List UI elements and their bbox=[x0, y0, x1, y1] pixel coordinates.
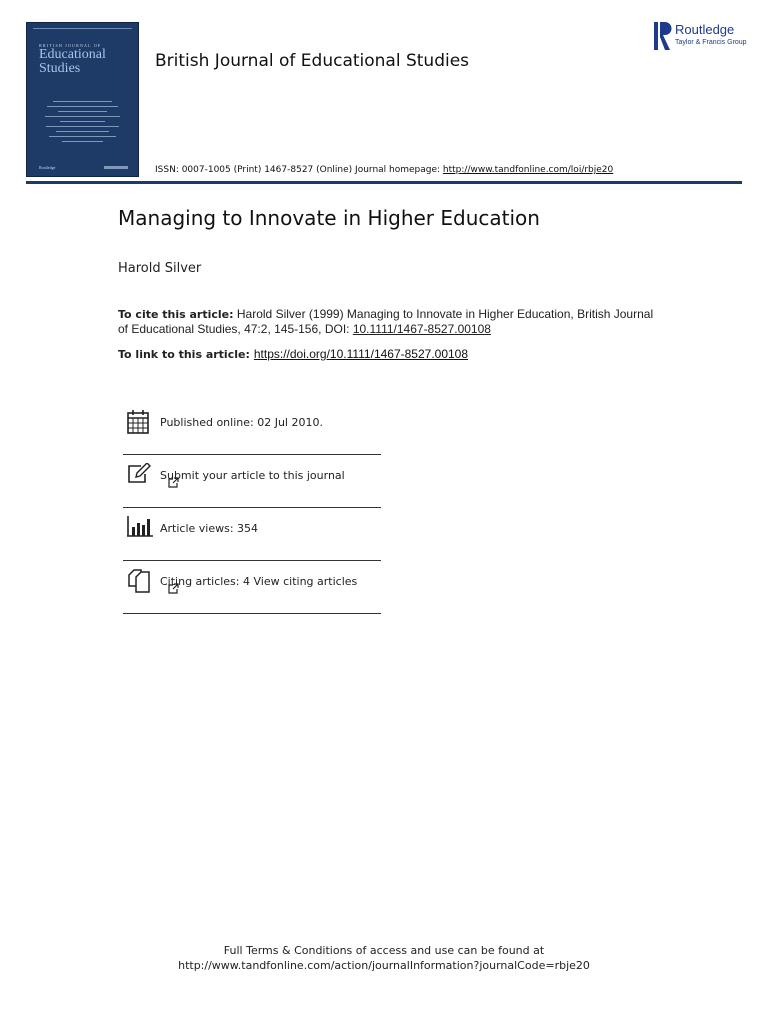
footer-terms-link[interactable]: http://www.tandfonline.com/action/journalInformation?journalCode=rbje20 bbox=[178, 959, 590, 972]
bar-chart-icon bbox=[127, 516, 153, 538]
citing-documents-icon bbox=[127, 569, 151, 593]
article-author: Harold Silver bbox=[118, 261, 202, 276]
cite-text: Harold Silver (1999) Managing to Innovate in Higher Education, British Journal of Educational Studies, 47:2, 145-156, DOI: bbox=[118, 307, 654, 336]
external-link-icon bbox=[168, 477, 179, 488]
terms-footer bbox=[0, 943, 768, 973]
cover-contents-lines bbox=[41, 101, 124, 146]
edit-icon bbox=[127, 463, 151, 485]
views-row bbox=[123, 508, 381, 561]
publisher-logo[interactable] bbox=[654, 20, 754, 50]
brand-name: Routledge bbox=[675, 22, 735, 37]
issn-line bbox=[155, 165, 613, 175]
cover-barcode bbox=[104, 166, 128, 169]
footer-line1: Full Terms & Conditions of access and use can be found at bbox=[223, 944, 545, 957]
cover-title-line1: Educational bbox=[39, 47, 106, 62]
routledge-r-icon bbox=[654, 22, 672, 50]
external-link-icon bbox=[168, 583, 179, 594]
brand-subtitle: Taylor & Francis Group bbox=[675, 39, 747, 46]
header-divider bbox=[26, 181, 742, 184]
link-label: To link to this article: bbox=[118, 348, 250, 361]
issn-text: ISSN: 0007-1005 (Print) 1467-8527 (Online) Journal homepage: bbox=[155, 165, 443, 175]
submit-row[interactable] bbox=[123, 455, 381, 508]
cover-title bbox=[39, 48, 106, 76]
journal-title: British Journal of Educational Studies bbox=[155, 51, 470, 71]
cover-rule bbox=[33, 28, 132, 29]
journal-homepage-link[interactable]: http://www.tandfonline.com/loi/rbje20 bbox=[442, 165, 614, 175]
article-link-line bbox=[118, 347, 468, 361]
article-title: Managing to Innovate in Higher Education bbox=[118, 206, 540, 230]
submit-label: Submit your article to this journal bbox=[160, 469, 345, 482]
calendar-icon bbox=[127, 410, 149, 434]
published-row bbox=[123, 402, 381, 455]
article-doi-link[interactable]: https://doi.org/10.1111/1467-8527.00108 bbox=[253, 347, 469, 361]
cite-doi-link[interactable]: 10.1111/1467-8527.00108 bbox=[352, 322, 491, 336]
citation-block bbox=[118, 307, 658, 336]
cover-publisher: Routledge bbox=[39, 165, 56, 170]
journal-cover-image bbox=[26, 22, 139, 177]
citing-articles-link[interactable] bbox=[160, 575, 357, 588]
published-date: Published online: 02 Jul 2010. bbox=[160, 416, 323, 429]
article-meta-list bbox=[123, 402, 381, 614]
cite-label: To cite this article: bbox=[118, 308, 234, 321]
cover-series-text: BRITISH JOURNAL OF bbox=[39, 43, 102, 48]
cover-title-line2: Studies bbox=[39, 61, 81, 76]
citing-row[interactable] bbox=[123, 561, 381, 614]
citing-label: Citing articles: 4 View citing articles bbox=[160, 575, 358, 588]
article-views: Article views: 354 bbox=[160, 522, 259, 535]
submit-article-link[interactable] bbox=[160, 469, 345, 482]
